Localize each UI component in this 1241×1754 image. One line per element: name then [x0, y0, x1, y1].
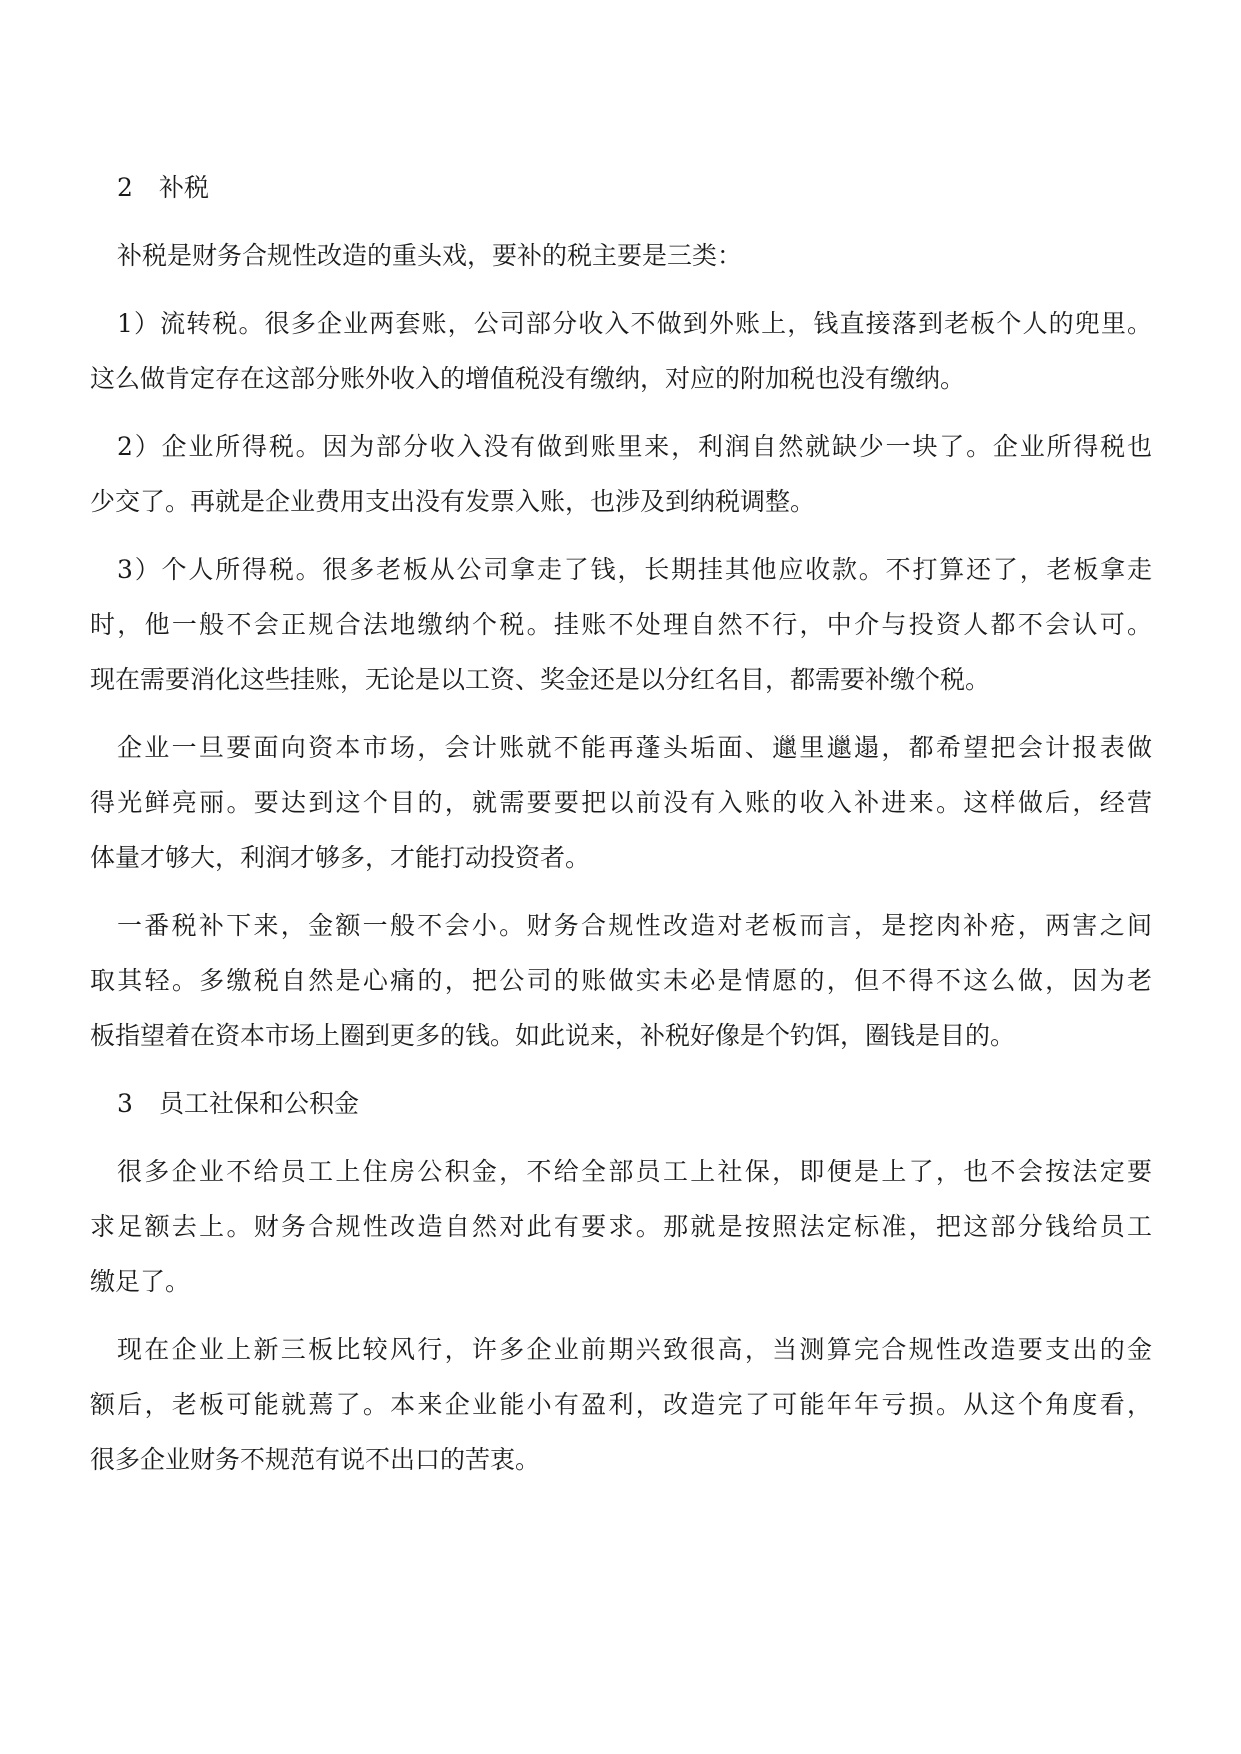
text-line: 很多企业不给员工上住房公积金，不给全部员工上社保，即便是上了，也不会按法定要 — [117, 1157, 1152, 1186]
paragraph-intro — [90, 228, 1152, 283]
section-heading-2 — [90, 160, 1152, 215]
text-line: 额后，老板可能就蔫了。本来企业能小有盈利，改造完了可能年年亏损。从这个角度看， — [90, 1390, 1152, 1419]
text-line: 现在需要消化这些挂账，无论是以工资、奖金还是以分红名目，都需要补缴个税。 — [90, 665, 991, 694]
section-title: 员工社保和公积金 — [159, 1089, 360, 1118]
paragraph-capital-market — [90, 720, 1152, 885]
text-line: 一番税补下来，金额一般不会小。财务合规性改造对老板而言，是挖肉补疮，两害之间 — [117, 911, 1152, 940]
text-line: 很多企业财务不规范有说不出口的苦衷。 — [90, 1445, 541, 1474]
text-line: 缴足了。 — [90, 1267, 191, 1296]
text-line: 2）企业所得税。因为部分收入没有做到账里来，利润自然就缺少一块了。企业所得税也 — [117, 432, 1152, 461]
text-line: 3）个人所得税。很多老板从公司拿走了钱，长期挂其他应收款。不打算还了，老板拿走 — [117, 555, 1152, 584]
text-line: 现在企业上新三板比较风行，许多企业前期兴致很高，当测算完合规性改造要支出的金 — [117, 1335, 1152, 1364]
section-number: 3 — [117, 1089, 133, 1118]
section-heading-3 — [90, 1076, 1152, 1131]
list-item-1 — [90, 296, 1152, 406]
paragraph-new-third-board — [90, 1322, 1152, 1487]
text-line: 少交了。再就是企业费用支出没有发票入账，也涉及到纳税调整。 — [90, 487, 816, 516]
text-line: 补税是财务合规性改造的重头戏，要补的税主要是三类： — [117, 241, 743, 270]
list-item-2 — [90, 419, 1152, 529]
section-title: 补税 — [159, 173, 210, 202]
document-body — [90, 160, 1152, 1500]
text-line: 体量才够大，利润才够多，才能打动投资者。 — [90, 843, 591, 872]
text-line: 这么做肯定存在这部分账外收入的增值税没有缴纳，对应的附加税也没有缴纳。 — [90, 364, 966, 393]
text-line: 时，他一般不会正规合法地缴纳个税。挂账不处理自然不行，中介与投资人都不会认可。 — [90, 610, 1152, 639]
text-line: 求足额去上。财务合规性改造自然对此有要求。那就是按照法定标准，把这部分钱给员工 — [90, 1212, 1152, 1241]
paragraph-social-security — [90, 1144, 1152, 1309]
text-line: 企业一旦要面向资本市场，会计账就不能再蓬头垢面、邋里邋遢，都希望把会计报表做 — [117, 733, 1152, 762]
text-line: 取其轻。多缴税自然是心痛的，把公司的账做实未必是情愿的，但不得不这么做，因为老 — [90, 966, 1152, 995]
list-item-3 — [90, 542, 1152, 707]
text-line: 1）流转税。很多企业两套账，公司部分收入不做到外账上，钱直接落到老板个人的兜里。 — [117, 309, 1152, 338]
text-line: 得光鲜亮丽。要达到这个目的，就需要要把以前没有入账的收入补进来。这样做后，经营 — [90, 788, 1152, 817]
paragraph-tax-payment — [90, 898, 1152, 1063]
text-line: 板指望着在资本市场上圈到更多的钱。如此说来，补税好像是个钓饵，圈钱是目的。 — [90, 1021, 1016, 1050]
section-number: 2 — [117, 173, 133, 202]
